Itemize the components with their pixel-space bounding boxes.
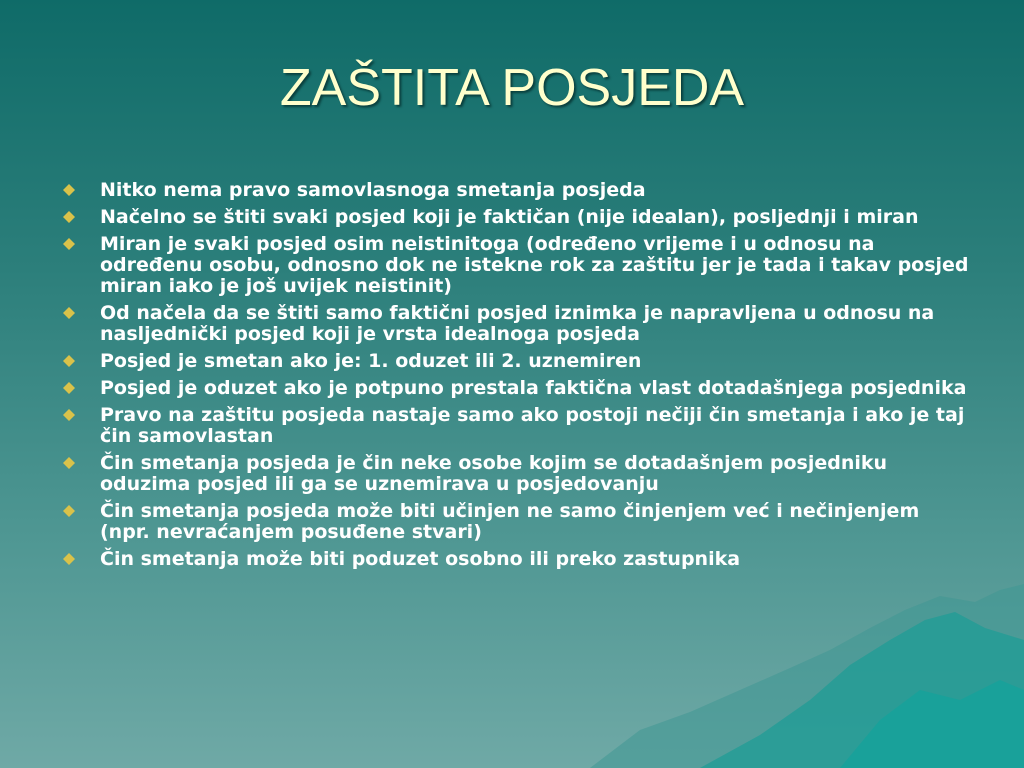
bullet-text: Čin smetanja može biti poduzet osobno ili preko zastupnika	[100, 548, 741, 570]
bullet-text: Posjed je smetan ako je: 1. oduzet ili 2. uznemiren	[100, 350, 642, 372]
bullet-text: Nitko nema pravo samovlasnoga smetanja posjeda	[100, 179, 646, 201]
bullet-text: Od načela da se štiti samo faktični posjed iznimka je napravljena u odnosu na nasljednički posjed koji je vrsta idealnoga posjeda	[100, 302, 935, 345]
bullet-item	[62, 234, 972, 297]
bullet-item	[62, 180, 972, 201]
diamond-icon	[62, 306, 76, 320]
slide-title: ZAŠTITA POSJEDA	[279, 59, 745, 117]
diamond-icon	[62, 354, 76, 368]
bullet-item	[62, 303, 972, 345]
bullet-text: Pravo na zaštitu posjeda nastaje samo ako postoji nečiji čin smetanja i ako je taj čin samovlastan	[100, 404, 965, 447]
diamond-icon	[62, 456, 76, 470]
bullet-item	[62, 549, 972, 570]
bullet-item	[62, 501, 972, 543]
bullet-text: Čin smetanja posjeda može biti učinjen ne samo činjenjem već i nečinjenjem (npr. nevraćanjem posuđene stvari)	[100, 500, 920, 543]
diamond-icon	[62, 237, 76, 251]
bullet-list	[62, 180, 972, 576]
bullet-item	[62, 378, 972, 399]
bullet-item	[62, 405, 972, 447]
bullet-text: Miran je svaki posjed osim neistinitoga (određeno vrijeme i u odnosu na određenu osobu, odnosno dok ne istekne rok za zaštitu jer je tada i takav posjed miran iako je još uvijek neistinit)	[100, 233, 969, 297]
bullet-item	[62, 453, 972, 495]
diamond-icon	[62, 552, 76, 566]
bullet-item	[62, 351, 972, 372]
bullet-text: Načelno se štiti svaki posjed koji je faktičan (nije idealan), posljednji i miran	[100, 206, 919, 228]
diamond-icon	[62, 408, 76, 422]
diamond-icon	[62, 504, 76, 518]
diamond-icon	[62, 183, 76, 197]
bullet-text: Čin smetanja posjeda je čin neke osobe kojim se dotadašnjem posjedniku oduzima posjed ili ga se uznemirava u posjedovanju	[100, 452, 888, 495]
diamond-icon	[62, 381, 76, 395]
diamond-icon	[62, 210, 76, 224]
bullet-text: Posjed je oduzet ako je potpuno prestala faktična vlast dotadašnjega posjednika	[100, 377, 967, 399]
bullet-item	[62, 207, 972, 228]
